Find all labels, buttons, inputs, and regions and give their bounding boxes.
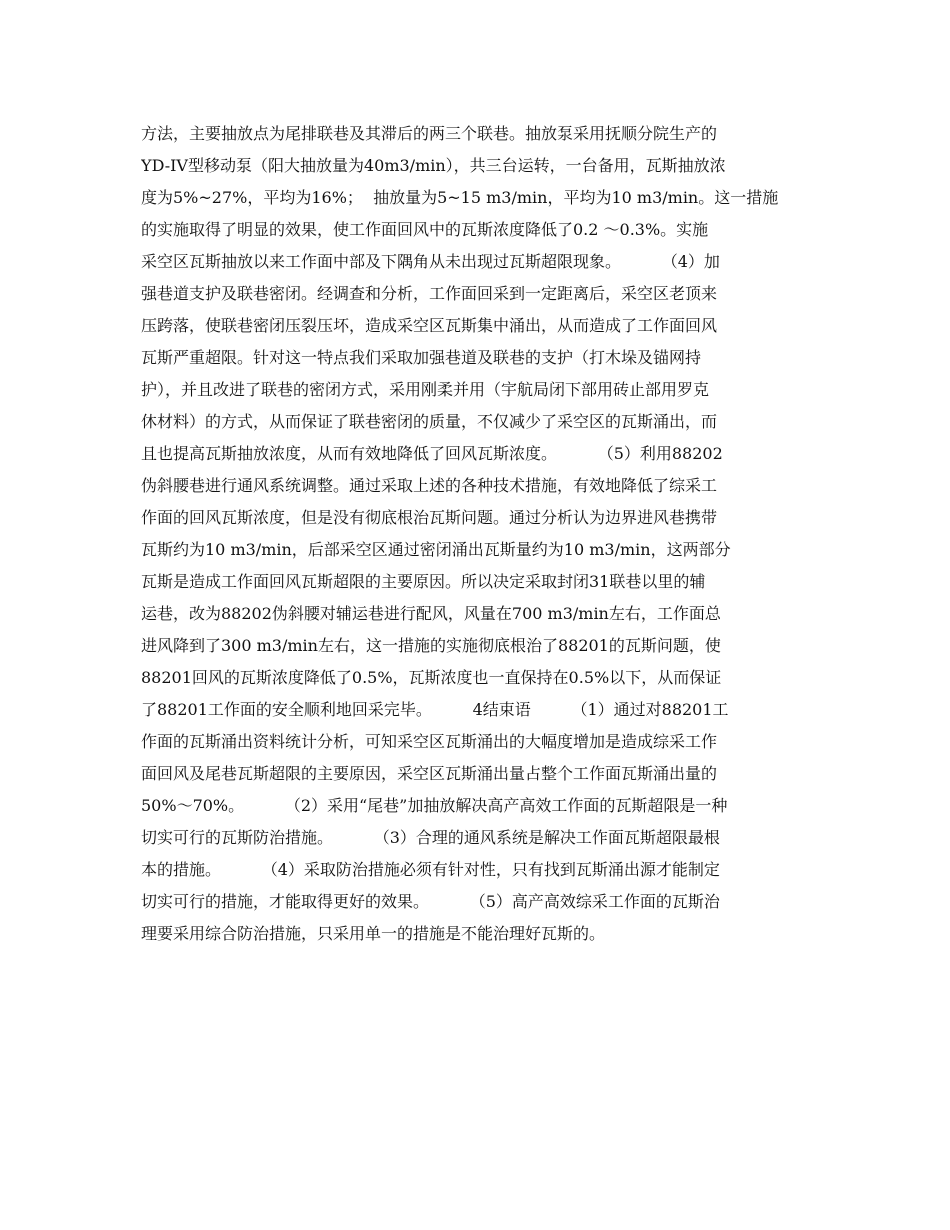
text-line: 休材料）的方式，从而保证了联巷密闭的质量，不仅减少了采空区的瓦斯涌出，而	[141, 412, 718, 431]
text-line: 强巷道支护及联巷密闭。经调查和分析，工作面回采到一定距离后，采空区老顶来	[141, 284, 718, 303]
text-line: 88201回风的瓦斯浓度降低了0.5%，瓦斯浓度也一直保持在0.5%以下，从而保证	[141, 668, 722, 687]
text-line: 作面的瓦斯涌出资料统计分析，可知采空区瓦斯涌出的大幅度增加是造成综采工作	[141, 732, 718, 751]
text-line: 作面的回风瓦斯浓度，但是没有彻底根治瓦斯问题。通过分析认为边界进风巷携带	[141, 508, 718, 527]
text-line: 进风降到了300 m3/min左右，这一措施的实施彻底根治了88201的瓦斯问题，使	[141, 636, 721, 655]
text-line: 切实可行的瓦斯防治措施。 （3）合理的通风系统是解决工作面瓦斯超限最根	[141, 828, 720, 847]
text-line: 度为5%~27%，平均为16%； 抽放量为5~15 m3/min，平均为10 m3/min。这一措施	[141, 188, 779, 207]
body-text	[141, 118, 831, 950]
text-line: 瓦斯是造成工作面回风瓦斯超限的主要原因。所以决定采取封闭31联巷以里的辅	[141, 572, 706, 591]
text-line: 本的措施。 （4）采取防治措施必须有针对性，只有找到瓦斯涌出源才能制定	[141, 860, 720, 879]
text-line: 了88201工作面的安全顺利地回采完毕。 4结束语 （1）通过对88201工	[141, 700, 729, 719]
text-line: 压跨落，使联巷密闭压裂压坏，造成采空区瓦斯集中涌出，从而造成了工作面回风	[141, 316, 718, 335]
text-line: 瓦斯约为10 m3/min，后部采空区通过密闭涌出瓦斯量约为10 m3/min，这两部分	[141, 540, 731, 559]
text-line: 面回风及尾巷瓦斯超限的主要原因，采空区瓦斯涌出量占整个工作面瓦斯涌出量的	[141, 764, 718, 783]
text-line: 运巷，改为88202伪斜腰对辅运巷进行配风，风量在700 m3/min左右，工作面总	[141, 604, 721, 623]
text-line: 且也提高瓦斯抽放浓度，从而有效地降低了回风瓦斯浓度。 （5）利用88202	[141, 444, 723, 463]
text-line: 切实可行的措施，才能取得更好的效果。 （5）高产高效综采工作面的瓦斯治	[141, 892, 720, 911]
text-line: 伪斜腰巷进行通风系统调整。通过采取上述的各种技术措施，有效地降低了综采工	[141, 476, 718, 495]
text-line: 瓦斯严重超限。针对这一特点我们采取加强巷道及联巷的支护（打木垛及锚网持	[141, 348, 702, 367]
text-line: 的实施取得了明显的效果，使工作面回风中的瓦斯浓度降低了0.2 ～0.3%。实施	[141, 220, 709, 239]
text-line: 方法，主要抽放点为尾排联巷及其滞后的两三个联巷。抽放泵采用抚顺分院生产的	[141, 124, 718, 143]
text-line: 理要采用综合防治措施，只采用单一的措施是不能治理好瓦斯的。	[141, 924, 606, 943]
text-line: 护），并且改进了联巷的密闭方式，采用刚柔并用（宇航局闭下部用砖止部用罗克	[141, 380, 710, 399]
text-line: 50%～70%。 （2）采用“尾巷”加抽放解决高产高效工作面的瓦斯超限是一种	[141, 796, 728, 815]
text-line: YD-IV型移动泵（阳大抽放量为40m3/min），共三台运转，一台备用，瓦斯抽放浓	[141, 156, 726, 175]
text-line: 采空区瓦斯抽放以来工作面中部及下隅角从未出现过瓦斯超限现象。 （4）加	[141, 252, 720, 271]
